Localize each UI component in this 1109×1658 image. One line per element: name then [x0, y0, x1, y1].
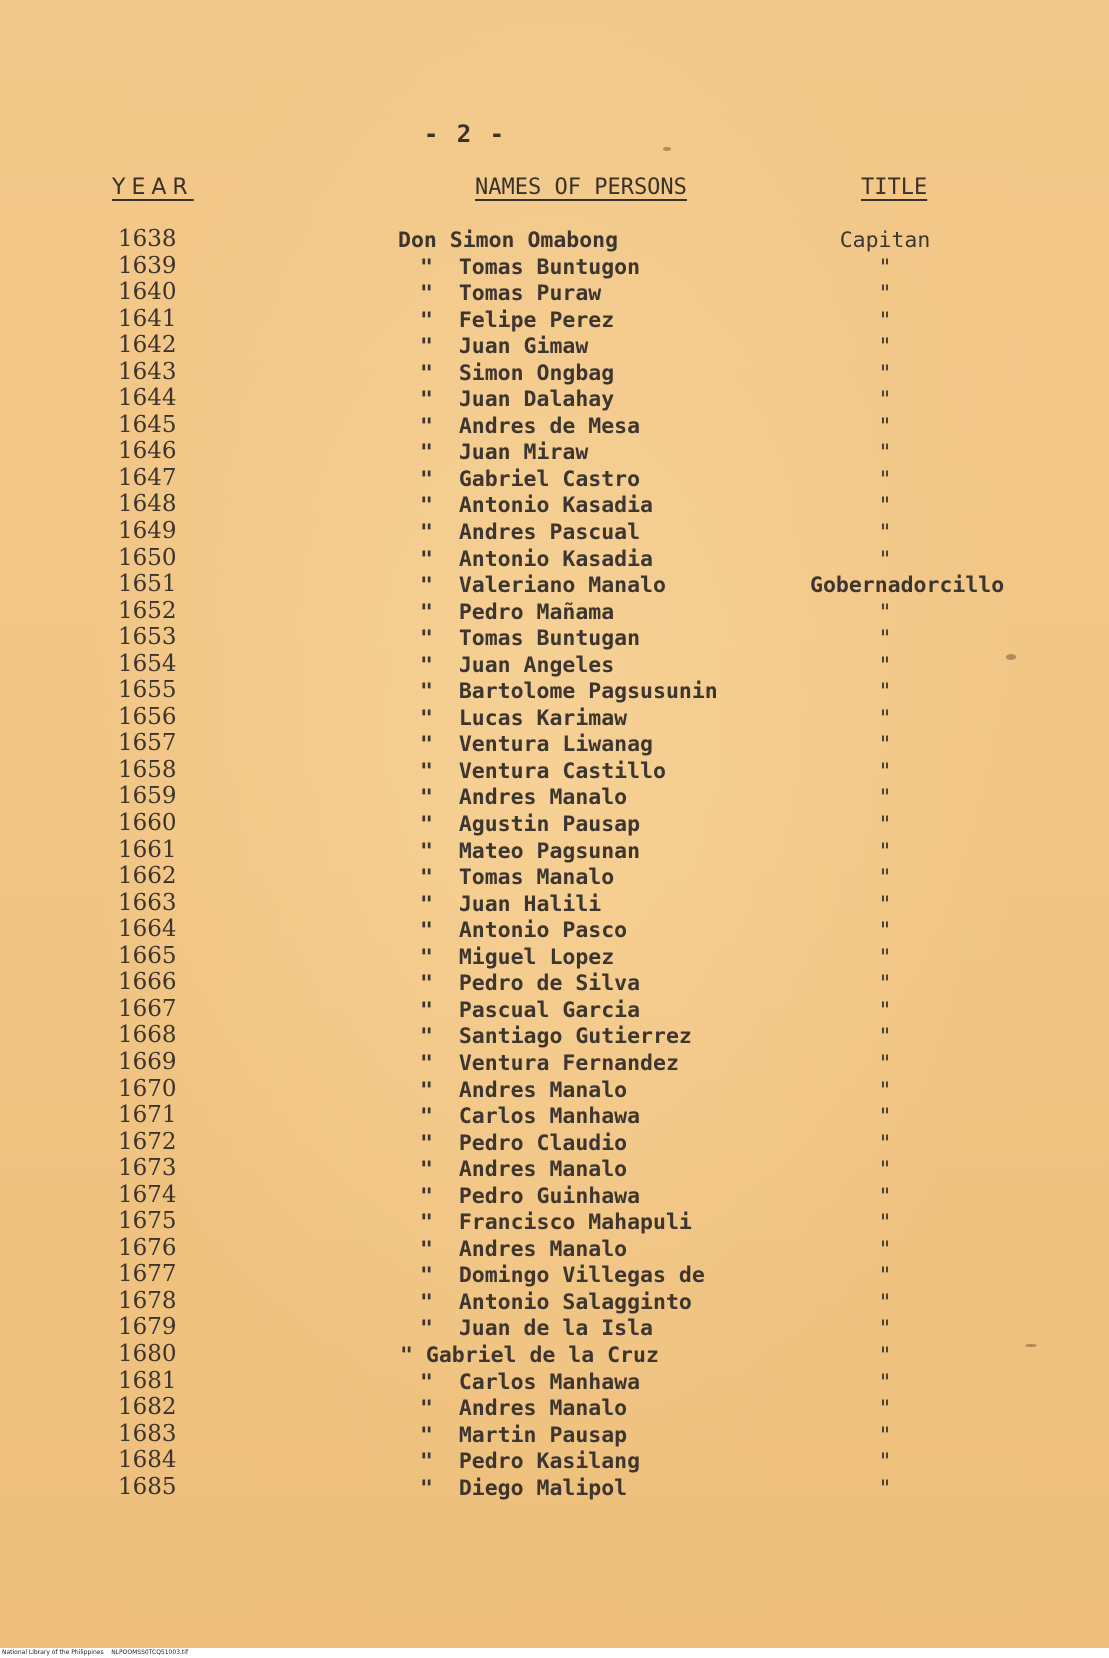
year-cell: 1662 [118, 863, 177, 890]
name-cell: " Tomas Buntugan [420, 626, 641, 652]
name-cell: " Francisco Mahapuli [420, 1210, 692, 1236]
name-cell: " Valeriano Manalo [420, 573, 666, 599]
name-cell: " Andres Manalo [420, 785, 628, 811]
name-cell: " Miguel Lopez [420, 944, 615, 970]
name-cell: " Juan de la Isla [420, 1316, 653, 1342]
name-cell: " Tomas Puraw [420, 281, 602, 307]
title-cell: " [878, 1475, 892, 1501]
name-cell: " Carlos Manhawa [420, 1369, 641, 1395]
year-cell: 1644 [118, 385, 177, 412]
name-cell: " Bartolome Pagsusunin [420, 679, 718, 705]
year-cell: 1663 [118, 889, 177, 916]
title-cell: " [878, 254, 892, 280]
year-cell: 1680 [118, 1340, 177, 1367]
name-cell: " Agustin Pausap [420, 812, 641, 838]
title-cell: " [878, 281, 892, 307]
list-row [0, 1473, 1109, 1505]
year-cell: 1675 [118, 1208, 177, 1235]
year-cell: 1682 [118, 1394, 177, 1421]
year-cell: 1639 [118, 252, 177, 279]
name-cell: " Juan Dalahay [420, 387, 615, 413]
title-cell: " [878, 997, 892, 1023]
year-cell: 1674 [118, 1181, 177, 1208]
year-cell: 1669 [118, 1048, 177, 1075]
page-number: - 2 - [423, 120, 507, 148]
title-cell: " [878, 1263, 892, 1289]
title-cell: " [878, 1289, 892, 1315]
year-cell: 1648 [118, 491, 177, 518]
name-cell: " Antonio Kasadia [420, 493, 653, 519]
name-cell: " Tomas Buntugon [420, 254, 641, 280]
title-cell: " [878, 520, 892, 546]
column-header-year: YEAR [112, 175, 194, 200]
title-cell: " [878, 466, 892, 492]
year-cell: 1645 [118, 411, 177, 438]
year-cell: 1655 [118, 677, 177, 704]
year-cell: 1646 [118, 438, 177, 465]
title-cell: " [878, 546, 892, 572]
title-cell: " [878, 1130, 892, 1156]
title-cell: Capitan [839, 228, 931, 253]
name-cell: " Santiago Gutierrez [420, 1024, 692, 1050]
name-cell: " Lucas Karimaw [420, 705, 628, 731]
name-cell: " Juan Miraw [420, 440, 589, 466]
name-cell: " Pedro de Silva [420, 971, 641, 997]
title-cell: " [878, 1422, 892, 1448]
year-cell: 1638 [118, 226, 177, 252]
year-cell: 1652 [118, 597, 177, 624]
year-cell: 1678 [118, 1287, 177, 1314]
title-cell: " [878, 944, 892, 970]
officials-list [0, 226, 1109, 1504]
column-header-names: NAMES OF PERSONS [475, 175, 687, 200]
title-cell: " [878, 838, 892, 864]
name-cell: " Andres Manalo [420, 1396, 628, 1422]
year-cell: 1673 [118, 1155, 177, 1182]
title-cell: " [878, 891, 892, 917]
year-cell: 1653 [118, 624, 177, 651]
name-cell: " Andres Manalo [420, 1157, 628, 1183]
year-cell: 1683 [118, 1420, 177, 1447]
name-cell: " Gabriel Castro [420, 466, 641, 492]
year-cell: 1679 [118, 1314, 177, 1341]
year-cell: 1681 [118, 1367, 177, 1394]
title-cell: " [878, 652, 892, 678]
title-cell: " [878, 785, 892, 811]
year-cell: 1667 [118, 995, 177, 1022]
title-cell: " [878, 413, 892, 439]
title-cell: " [878, 493, 892, 519]
title-cell: " [878, 1449, 892, 1475]
year-cell: 1671 [118, 1102, 177, 1129]
year-cell: 1668 [118, 1022, 177, 1049]
year-cell: 1684 [118, 1447, 177, 1474]
title-cell: " [878, 599, 892, 625]
name-cell: " Pascual Garcia [420, 997, 641, 1023]
name-cell: " Carlos Manhawa [420, 1104, 641, 1130]
year-cell: 1685 [118, 1473, 177, 1500]
year-cell: 1642 [118, 332, 177, 359]
year-cell: 1661 [118, 836, 177, 863]
title-cell: " [878, 626, 892, 652]
year-cell: 1641 [118, 305, 177, 332]
title-cell: " [878, 918, 892, 944]
year-cell: 1659 [118, 783, 177, 810]
year-cell: 1649 [118, 518, 177, 545]
title-cell: " [878, 705, 892, 731]
title-cell: " [878, 1396, 892, 1422]
title-cell: " [878, 1369, 892, 1395]
year-cell: 1660 [118, 810, 177, 837]
year-cell: 1643 [118, 358, 177, 385]
title-cell: " [878, 1316, 892, 1342]
name-cell: " Andres Pascual [420, 520, 641, 546]
year-cell: 1676 [118, 1234, 177, 1261]
name-cell: " Juan Gimaw [420, 334, 589, 360]
name-cell: " Martin Pausap [420, 1422, 628, 1448]
column-header-title: TITLE [861, 175, 928, 200]
year-cell: 1656 [118, 703, 177, 730]
year-cell: 1666 [118, 969, 177, 996]
title-cell: " [878, 758, 892, 784]
year-cell: 1670 [118, 1075, 177, 1102]
title-cell: " [878, 360, 892, 386]
name-cell: " Antonio Pasco [420, 918, 628, 944]
name-cell: " Simon Ongbag [420, 360, 615, 386]
name-cell: Don Simon Omabong [398, 228, 619, 253]
archive-footer: National Library of the Philippines NLPOOMSS0TCQ51003.tif [0, 1648, 1109, 1658]
year-cell: 1657 [118, 730, 177, 757]
name-cell: " Domingo Villegas de [420, 1263, 705, 1289]
name-cell: " Andres Manalo [420, 1236, 628, 1262]
name-cell: " Pedro Kasilang [420, 1449, 641, 1475]
title-cell: " [878, 387, 892, 413]
name-cell: " Antonio Kasadia [420, 546, 653, 572]
year-cell: 1651 [118, 571, 177, 598]
name-cell: " Pedro Mañama [420, 599, 615, 625]
name-cell: " Mateo Pagsunan [420, 838, 641, 864]
name-cell: " Diego Malipol [420, 1475, 628, 1501]
name-cell: " Andres Manalo [420, 1077, 628, 1103]
title-cell: " [878, 334, 892, 360]
year-cell: 1654 [118, 650, 177, 677]
name-cell: " Ventura Castillo [420, 758, 666, 784]
title-cell: " [878, 307, 892, 333]
name-cell: " Juan Angeles [420, 652, 615, 678]
year-cell: 1647 [118, 464, 177, 491]
name-cell: " Ventura Fernandez [420, 1050, 679, 1076]
year-cell: 1664 [118, 916, 177, 943]
title-cell: Gobernadorcillo [810, 573, 1005, 599]
title-cell: " [878, 732, 892, 758]
year-cell: 1640 [118, 279, 177, 306]
title-cell: " [878, 1024, 892, 1050]
title-cell: " [878, 812, 892, 838]
name-cell: " Andres de Mesa [420, 413, 641, 439]
name-cell: " Ventura Liwanag [420, 732, 653, 758]
year-cell: 1677 [118, 1261, 177, 1288]
title-cell: " [878, 1183, 892, 1209]
title-cell: " [878, 1342, 892, 1368]
title-cell: " [878, 1104, 892, 1130]
title-cell: " [878, 865, 892, 891]
name-cell: " Juan Halili [420, 891, 602, 917]
year-cell: 1650 [118, 544, 177, 571]
name-cell: " Felipe Perez [420, 307, 615, 333]
name-cell: " Pedro Claudio [420, 1130, 628, 1156]
year-cell: 1672 [118, 1128, 177, 1155]
title-cell: " [878, 1050, 892, 1076]
title-cell: " [878, 1077, 892, 1103]
title-cell: " [878, 679, 892, 705]
title-cell: " [878, 1157, 892, 1183]
name-cell: " Tomas Manalo [420, 865, 615, 891]
name-cell: " Antonio Salagginto [420, 1289, 692, 1315]
year-cell: 1665 [118, 942, 177, 969]
title-cell: " [878, 971, 892, 997]
title-cell: " [878, 1210, 892, 1236]
title-cell: " [878, 1236, 892, 1262]
name-cell: " Gabriel de la Cruz [400, 1342, 659, 1368]
name-cell: " Pedro Guinhawa [420, 1183, 641, 1209]
year-cell: 1658 [118, 756, 177, 783]
title-cell: " [878, 440, 892, 466]
